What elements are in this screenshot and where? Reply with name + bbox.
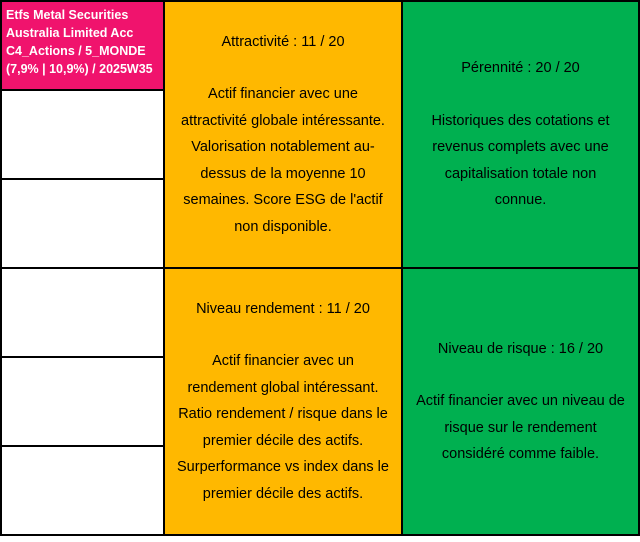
text-line: Historiques des cotations et <box>431 112 610 129</box>
risque-card <box>401 267 640 536</box>
blank-cell <box>0 178 165 269</box>
text-line: capitalisation totale non <box>444 165 597 182</box>
attractivite-card <box>163 0 403 269</box>
perennite-heading: Pérennité : 20 / 20 <box>461 60 580 77</box>
text-line: connue. <box>494 192 547 209</box>
text-line: considéré comme faible. <box>441 446 600 462</box>
text-line: non disponible. <box>234 218 332 235</box>
text-line: semaines. Score ESG de l'actif <box>183 192 383 209</box>
text-line: dessus de la moyenne 10 <box>200 165 366 182</box>
risque-text <box>416 388 625 468</box>
text-line: attractivité globale intéressante. <box>181 112 385 129</box>
perennite-text <box>431 108 609 214</box>
text-line: Surperformance vs index dans le <box>177 459 389 476</box>
asset-name-line-1: Etfs Metal Securities <box>6 8 129 22</box>
blank-cell <box>0 267 165 358</box>
text-line: rendement global intéressant. <box>187 379 379 396</box>
rendement-text <box>177 348 389 507</box>
risque-heading: Niveau de risque : 16 / 20 <box>437 340 604 357</box>
blank-cell <box>0 356 165 447</box>
asset-performance-week: (7,9% | 10,9%) / 2025W35 <box>6 62 153 76</box>
perennite-card <box>401 0 640 269</box>
attractivite-text <box>181 81 385 240</box>
text-line: risque sur le rendement <box>444 419 597 436</box>
blank-cell <box>0 89 165 180</box>
asset-name-line-2: Australia Limited Acc <box>6 26 134 40</box>
rendement-card <box>163 267 403 536</box>
asset-title-cell <box>0 0 165 91</box>
text-line: revenus complets avec une <box>432 139 609 156</box>
text-line: premier décile des actifs. <box>202 485 364 502</box>
rendement-heading: Niveau rendement : 11 / 20 <box>196 300 370 317</box>
asset-category: C4_Actions / 5_MONDE <box>6 44 146 58</box>
text-line: Ratio rendement / risque dans le <box>178 406 388 423</box>
blank-cell <box>0 445 165 536</box>
attractivite-heading: Attractivité : 11 / 20 <box>221 33 345 50</box>
text-line: Actif financier avec un niveau de <box>416 393 625 409</box>
text-line: Actif financier avec une <box>208 86 358 103</box>
text-line: premier décile des actifs. <box>202 432 364 449</box>
text-line: Actif financier avec un <box>212 353 354 370</box>
text-line: Valorisation notablement au- <box>191 139 375 156</box>
